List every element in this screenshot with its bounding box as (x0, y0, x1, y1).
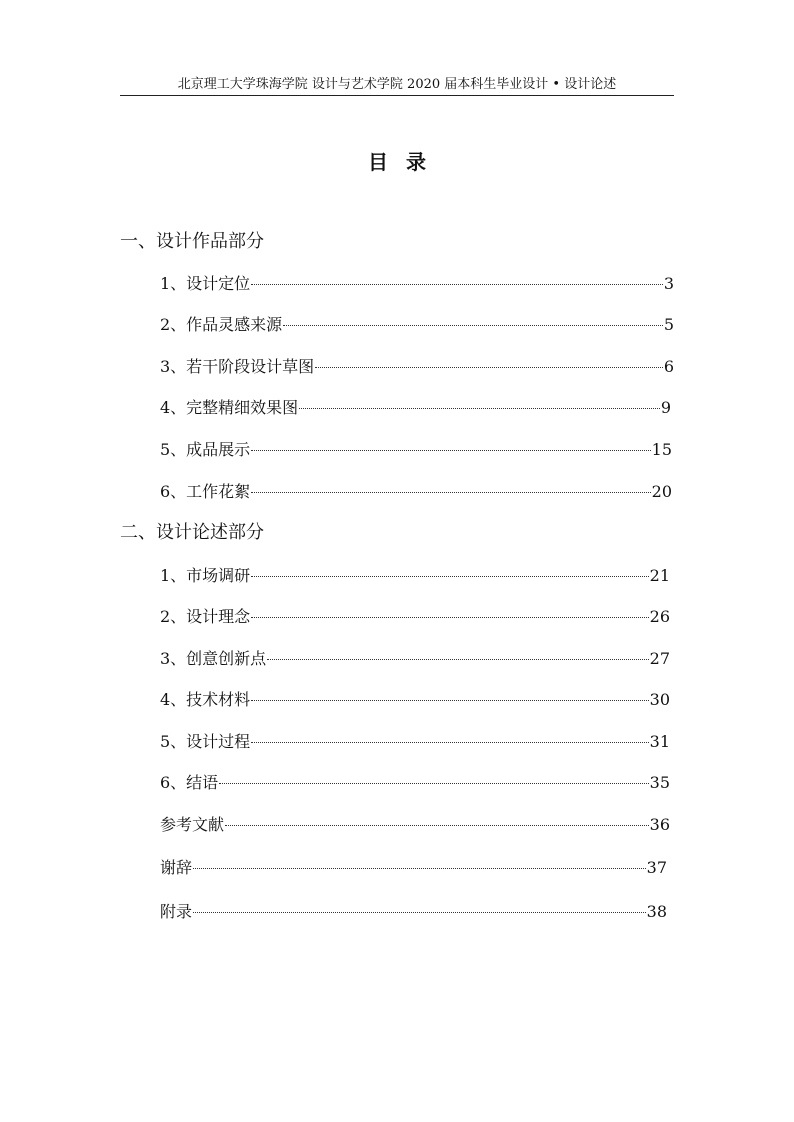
toc-entry[interactable] (160, 396, 671, 420)
toc-entry-page: 21 (649, 566, 670, 585)
toc-entry-page: 15 (651, 440, 672, 459)
toc-entry-page: 5 (663, 315, 674, 334)
toc-entry-page: 30 (649, 690, 670, 709)
toc-entry-label: 谢辞 (160, 858, 193, 877)
dot-leader (251, 700, 648, 701)
dot-leader (193, 868, 646, 869)
dot-leader (283, 325, 663, 326)
dot-leader (251, 742, 648, 743)
toc-section-heading[interactable]: 一、设计作品部分 (120, 231, 264, 252)
toc-entry-label: 3、若干阶段设计草图 (160, 357, 315, 376)
toc-entry-label: 1、设计定位 (160, 274, 251, 293)
toc-title: 目录 (368, 150, 444, 174)
dot-leader (315, 367, 663, 368)
toc-entry-label: 4、完整精细效果图 (160, 398, 299, 417)
dot-leader (225, 825, 649, 826)
toc-entry-label: 2、设计理念 (160, 607, 251, 626)
toc-entry[interactable] (160, 771, 670, 795)
toc-entry[interactable] (160, 813, 670, 837)
toc-entry[interactable] (160, 688, 670, 712)
toc-entry[interactable] (160, 856, 667, 880)
dot-leader (299, 408, 660, 409)
toc-entry-label: 5、成品展示 (160, 440, 251, 459)
running-header: 北京理工大学珠海学院 设计与艺术学院 2020 届本科生毕业设计 • 设计论述 (177, 77, 617, 92)
dot-leader (251, 617, 648, 618)
toc-entry-page: 38 (646, 902, 667, 921)
dot-leader (267, 659, 648, 660)
toc-entry[interactable] (160, 730, 670, 754)
toc-entry[interactable] (160, 313, 674, 337)
toc-entry-page: 37 (646, 858, 667, 877)
toc-entry-label: 5、设计过程 (160, 732, 251, 751)
toc-entry[interactable] (160, 355, 674, 379)
toc-entry-page: 6 (663, 357, 674, 376)
toc-entry[interactable] (160, 480, 672, 504)
toc-entry-label: 6、结语 (160, 773, 219, 792)
toc-entry-page: 35 (649, 773, 670, 792)
toc-entry[interactable] (160, 272, 674, 296)
toc-entry-label: 附录 (160, 902, 193, 921)
toc-entry[interactable] (160, 605, 670, 629)
toc-entry-label: 2、作品灵感来源 (160, 315, 283, 334)
toc-entry-page: 36 (649, 815, 670, 834)
toc-entry-page: 31 (649, 732, 670, 751)
dot-leader (251, 492, 650, 493)
dot-leader (251, 576, 648, 577)
toc-entry-page: 26 (649, 607, 670, 626)
toc-entry[interactable] (160, 564, 670, 588)
toc-entry-label: 参考文献 (160, 815, 225, 834)
dot-leader (251, 450, 650, 451)
dot-leader (219, 783, 648, 784)
header-rule (120, 95, 674, 96)
toc-entry[interactable] (160, 438, 672, 462)
toc-entry[interactable] (160, 900, 667, 924)
toc-entry-page: 3 (663, 274, 674, 293)
toc-entry-label: 6、工作花絮 (160, 482, 251, 501)
toc-entry-label: 1、市场调研 (160, 566, 251, 585)
toc-entry-label: 3、创意创新点 (160, 649, 267, 668)
dot-leader (251, 284, 663, 285)
toc-entry-page: 9 (660, 398, 671, 417)
toc-section-heading[interactable]: 二、设计论述部分 (120, 522, 264, 543)
toc-entry[interactable] (160, 647, 670, 671)
toc-entry-page: 20 (651, 482, 672, 501)
toc-entry-page: 27 (649, 649, 670, 668)
toc-entry-label: 4、技术材料 (160, 690, 251, 709)
dot-leader (193, 912, 646, 913)
